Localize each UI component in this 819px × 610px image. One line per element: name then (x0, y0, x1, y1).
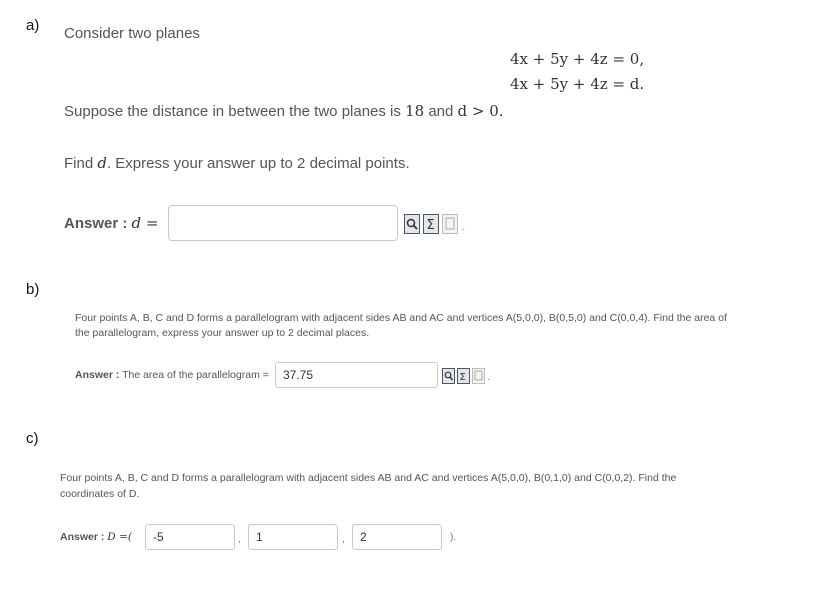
sigma-icon[interactable] (457, 368, 470, 384)
plane-equation-2: 4x + 5y + 4z = d. (510, 75, 645, 93)
part-a-answer-label (64, 214, 158, 232)
task-suffix: . Express your answer up to 2 decimal points. (106, 155, 410, 172)
sigma-icon[interactable] (423, 214, 439, 234)
answer-label: Answer : (60, 531, 105, 543)
part-b-answer-label (75, 369, 269, 381)
task-var: d (97, 154, 107, 172)
task-prefix: Find (64, 155, 94, 172)
answer-label: Answer : (75, 369, 120, 381)
part-b-line-2: the parallelogram, express your answer up to 2 decimal places. (75, 327, 370, 339)
dot-separator: · (487, 374, 491, 385)
part-b-marker: b) (26, 281, 40, 298)
answer-var: d = (131, 214, 159, 232)
answer-label: Answer : (64, 215, 128, 232)
coordinate-y-input[interactable]: 1 (248, 524, 338, 550)
condition-math: d > 0. (457, 102, 504, 120)
condition-prefix: Suppose the distance in between the two planes is (64, 103, 401, 120)
part-a-marker: a) (26, 17, 40, 34)
part-c-answer-label (60, 531, 132, 543)
coordinate-x-input[interactable]: -5 (145, 524, 235, 550)
condition-and: and (428, 103, 454, 120)
preview-icon[interactable] (442, 368, 455, 384)
part-b-line-1: Four points A, B, C and D forms a parallelogram with adjacent sides AB and AC and vertices A(5,0,0), B(0,5,0) and C(0,0,4). Find the area of (75, 312, 727, 324)
equation-1-lhs: 4x + 5y + 4z (510, 50, 608, 68)
answer-text: The area of the parallelogram = (122, 369, 269, 381)
comma-2: , (342, 534, 345, 545)
answer-d-input[interactable] (168, 205, 398, 241)
equation-2-rhs: d. (629, 75, 645, 93)
part-a-condition (64, 102, 504, 120)
close-paren: ). (450, 532, 457, 543)
svg-text:Σ: Σ (459, 372, 466, 383)
part-c-line-1: Four points A, B, C and D forms a parallelogram with adjacent sides AB and AC and vertices A(5,0,0), B(0,1,0) and C(0,0,2). Find the (60, 472, 677, 484)
part-a-intro: Consider two planes (64, 25, 200, 42)
coordinate-z-input[interactable]: 2 (352, 524, 442, 550)
area-input[interactable]: 37.75 (275, 362, 438, 388)
distance-value: 18 (405, 102, 425, 120)
comma-1: , (238, 534, 241, 545)
part-c-line-2: coordinates of D. (60, 488, 140, 500)
svg-text:Σ: Σ (426, 218, 435, 233)
page-icon[interactable] (442, 214, 458, 234)
plane-equation-1: 4x + 5y + 4z = 0, (510, 50, 645, 68)
preview-icon[interactable] (404, 214, 420, 234)
part-c-marker: c) (26, 430, 39, 447)
dot-separator: · (462, 224, 466, 235)
equation-1-rhs: 0, (629, 50, 645, 68)
page-icon[interactable] (472, 368, 485, 384)
answer-var: D =( (107, 531, 132, 543)
part-a-task (64, 154, 410, 172)
equation-2-lhs: 4x + 5y + 4z (510, 75, 608, 93)
